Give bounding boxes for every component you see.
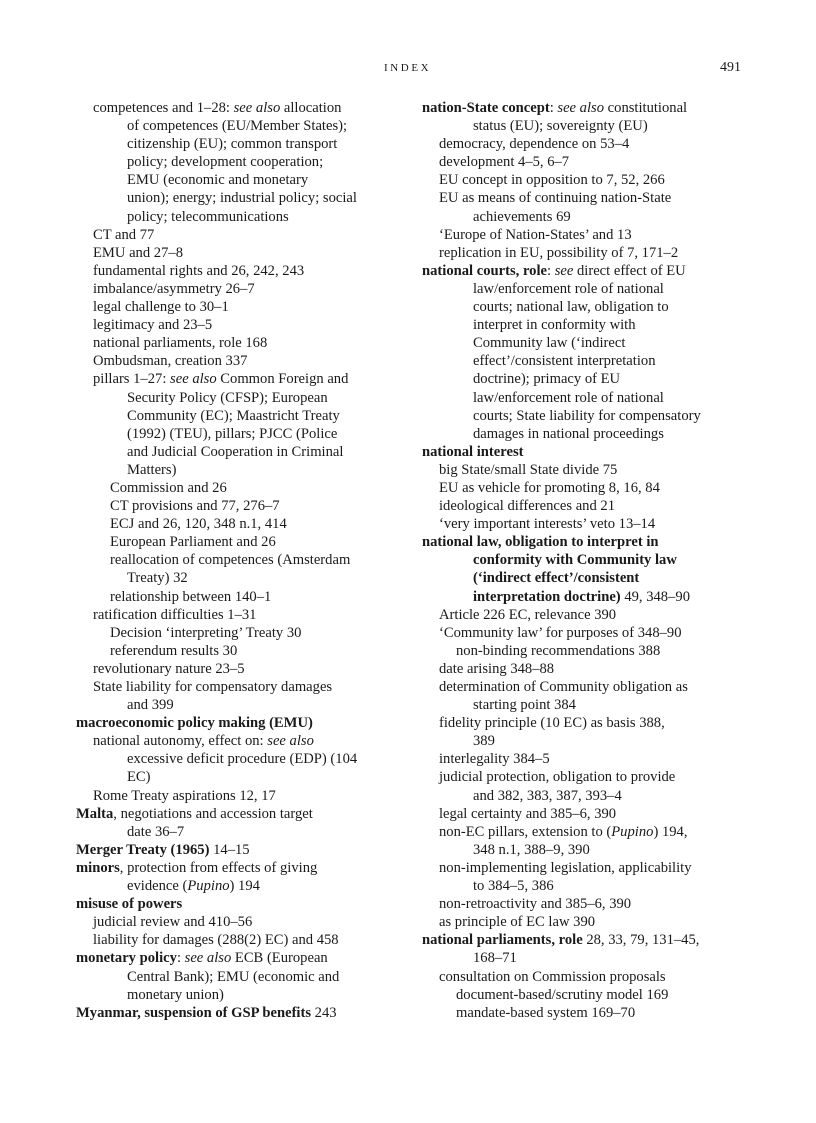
index-text: Article 226 EC, relevance 390 — [439, 606, 617, 623]
index-line — [422, 1004, 752, 1022]
index-text: referendum results 30 — [110, 642, 238, 659]
index-line — [76, 624, 406, 642]
index-text: legal certainty and 385–6, 390 — [439, 805, 617, 822]
index-text: big State/small State divide 75 — [439, 461, 618, 478]
index-text: European Parliament and 26 — [110, 534, 276, 551]
index-line — [76, 262, 406, 280]
index-line — [422, 153, 752, 171]
index-text: EC) — [127, 769, 151, 786]
index-text: Matters) — [127, 461, 177, 478]
index-text: direct effect of EU — [573, 262, 686, 279]
index-text: ideological differences and 21 — [439, 498, 616, 515]
index-line — [76, 515, 406, 533]
index-line — [76, 696, 406, 714]
index-text: mandate-based system 169–70 — [456, 1004, 636, 1021]
index-line — [422, 389, 752, 407]
index-column-right — [422, 99, 752, 1022]
index-line — [76, 298, 406, 316]
index-line — [76, 823, 406, 841]
index-text: non-binding recommendations 388 — [456, 642, 661, 659]
index-line — [422, 805, 752, 823]
index-heading-text: conformity with Community law — [473, 552, 677, 569]
index-text: and Judicial Cooperation in Criminal — [127, 443, 344, 460]
index-line — [76, 606, 406, 624]
index-line — [76, 334, 406, 352]
index-line — [76, 551, 406, 569]
index-line — [76, 841, 406, 859]
index-text: monetary union) — [127, 986, 224, 1003]
index-text: starting point 384 — [473, 697, 576, 714]
index-text: law/enforcement role of national — [473, 389, 664, 406]
index-line — [76, 768, 406, 786]
index-text: citizenship (EU); common transport — [127, 136, 338, 153]
index-text: judicial review and 410–56 — [93, 914, 253, 931]
index-text: Rome Treaty aspirations 12, 17 — [93, 787, 276, 804]
index-text: allocation — [280, 100, 342, 116]
index-text: Central Bank); EMU (economic and — [127, 968, 340, 985]
index-line — [76, 678, 406, 696]
index-line — [76, 389, 406, 407]
index-text: to 384–5, 386 — [473, 878, 554, 895]
index-line — [76, 280, 406, 298]
index-text: revolutionary nature 23–5 — [93, 660, 245, 677]
index-line — [422, 678, 752, 696]
index-line — [76, 805, 406, 823]
index-text: ) 194 — [229, 878, 260, 895]
index-text: pillars 1–27: — [93, 371, 171, 388]
index-text: effect’/consistent interpretation — [473, 353, 656, 370]
index-text: EMU and 27–8 — [93, 244, 183, 261]
index-text: , negotiations and accession target — [113, 805, 313, 822]
index-text: , protection from effects of giving — [119, 859, 318, 876]
index-line — [422, 968, 752, 986]
index-line — [76, 461, 406, 479]
index-line — [76, 352, 406, 370]
index-heading-text: (‘indirect effect’/consistent — [473, 570, 640, 587]
index-line — [422, 497, 752, 515]
index-text: ratification difficulties 1–31 — [93, 606, 257, 623]
index-text: Decision ‘interpreting’ Treaty 30 — [110, 624, 302, 641]
index-line — [422, 280, 752, 298]
index-line — [422, 244, 752, 262]
index-text: damages in national proceedings — [473, 425, 664, 442]
index-text: competences and 1–28: — [93, 100, 234, 116]
index-line — [422, 859, 752, 877]
index-text: : — [549, 100, 558, 116]
index-text: status (EU); sovereignty (EU) — [473, 118, 648, 135]
index-line — [422, 334, 752, 352]
index-text: Ombudsman, creation 337 — [93, 353, 248, 370]
index-italic-text: see also — [184, 950, 232, 967]
index-text: legitimacy and 23–5 — [93, 317, 213, 334]
index-line — [422, 949, 752, 967]
index-line — [76, 986, 406, 1004]
index-text: liability for damages (288(2) EC) and 458 — [93, 932, 339, 949]
index-text: CT and 77 — [93, 226, 155, 243]
index-line — [76, 443, 406, 461]
index-line — [422, 624, 752, 642]
index-text: ‘very important interests’ veto 13–14 — [439, 516, 656, 533]
index-line — [76, 208, 406, 226]
index-line — [422, 551, 752, 569]
index-heading-text: national interest — [422, 443, 524, 460]
index-line — [422, 352, 752, 370]
index-text: evidence ( — [127, 878, 188, 895]
index-text: Commission and 26 — [110, 479, 227, 496]
index-line — [76, 895, 406, 913]
index-text: constitutional — [604, 100, 688, 116]
index-line — [422, 479, 752, 497]
index-text: ECJ and 26, 120, 348 n.1, 414 — [110, 516, 287, 533]
index-text: relationship between 140–1 — [110, 588, 272, 605]
index-text: 14–15 — [209, 841, 250, 858]
index-column-left — [76, 99, 406, 1022]
index-text: union); energy; industrial policy; social — [127, 190, 357, 207]
index-text: date arising 348–88 — [439, 660, 555, 677]
running-header — [0, 62, 816, 82]
index-line — [76, 968, 406, 986]
index-line — [422, 443, 752, 461]
index-line — [422, 642, 752, 660]
index-line — [422, 660, 752, 678]
index-line — [76, 913, 406, 931]
page-number: 491 — [720, 60, 741, 75]
index-line — [422, 461, 752, 479]
index-heading-text: nation-State concept — [422, 100, 550, 116]
index-heading-text: macroeconomic policy making (EMU) — [76, 715, 313, 732]
index-text: and 399 — [127, 697, 174, 714]
index-text: replication in EU, possibility of 7, 171–2 — [439, 244, 679, 261]
index-italic-text: Pupino — [611, 823, 654, 840]
index-heading-text: Myanmar, suspension of GSP benefits — [76, 1004, 312, 1021]
index-line — [76, 189, 406, 207]
index-line — [422, 370, 752, 388]
running-head-title: INDEX — [384, 62, 432, 74]
index-line — [76, 99, 406, 117]
index-line — [76, 642, 406, 660]
index-text: national autonomy, effect on: — [93, 733, 268, 750]
index-line — [422, 787, 752, 805]
index-line — [76, 660, 406, 678]
index-line — [76, 714, 406, 732]
index-text: achievements 69 — [473, 208, 571, 225]
index-text: legal challenge to 30–1 — [93, 299, 229, 316]
index-line — [76, 533, 406, 551]
index-line — [422, 732, 752, 750]
index-line — [422, 588, 752, 606]
index-line — [76, 226, 406, 244]
index-line — [76, 949, 406, 967]
index-line — [76, 135, 406, 153]
index-heading-text: national courts, role — [422, 262, 547, 279]
index-text: 49, 348–90 — [620, 588, 690, 605]
index-text: policy; telecommunications — [127, 208, 289, 225]
index-italic-text: see also — [170, 371, 217, 388]
index-heading-text: minors — [76, 859, 120, 876]
index-line — [422, 117, 752, 135]
index-text: EMU (economic and monetary — [127, 172, 309, 189]
index-text: of competences (EU/Member States); — [127, 118, 348, 135]
index-line — [76, 370, 406, 388]
index-line — [76, 153, 406, 171]
index-text: and 382, 383, 387, 393–4 — [473, 787, 622, 804]
index-line — [76, 497, 406, 515]
index-text: policy; development cooperation; — [127, 154, 324, 171]
index-line — [422, 262, 752, 280]
index-line — [76, 750, 406, 768]
index-text: non-retroactivity and 385–6, 390 — [439, 896, 632, 913]
index-line — [76, 425, 406, 443]
index-line — [422, 841, 752, 859]
index-text: ECB (European — [231, 950, 328, 967]
index-text: excessive deficit procedure (EDP) (104 — [127, 751, 358, 768]
index-text: EU as means of continuing nation-State — [439, 190, 672, 207]
index-line — [422, 99, 752, 117]
index-text: non-EC pillars, extension to ( — [439, 823, 612, 840]
index-line — [422, 895, 752, 913]
index-text: 168–71 — [473, 950, 517, 967]
index-text: (1992) (TEU), pillars; PJCC (Police — [127, 425, 338, 442]
index-line — [76, 244, 406, 262]
index-text: courts; State liability for compensatory — [473, 407, 701, 424]
index-text: Community (EC); Maastricht Treaty — [127, 407, 340, 424]
index-italic-text: Pupino — [187, 878, 230, 895]
index-text: EU concept in opposition to 7, 52, 266 — [439, 172, 665, 189]
index-line — [422, 425, 752, 443]
index-text: Treaty) 32 — [127, 570, 188, 587]
index-line — [76, 316, 406, 334]
index-text: imbalance/asymmetry 26–7 — [93, 280, 255, 297]
index-line — [422, 714, 752, 732]
index-text: non-implementing legislation, applicability — [439, 859, 692, 876]
index-text: date 36–7 — [127, 823, 185, 840]
index-heading-text: monetary policy — [76, 950, 177, 967]
index-line — [76, 732, 406, 750]
index-text: as principle of EC law 390 — [439, 914, 596, 931]
index-text: : — [547, 262, 555, 279]
index-line — [422, 606, 752, 624]
index-heading-text: interpretation doctrine) — [473, 588, 621, 605]
index-italic-text: see — [554, 262, 574, 279]
index-line — [422, 986, 752, 1004]
index-text: Common Foreign and — [216, 371, 349, 388]
index-text: fundamental rights and 26, 242, 243 — [93, 262, 305, 279]
index-text: 243 — [311, 1004, 337, 1021]
index-text: courts; national law, obligation to — [473, 299, 669, 316]
index-text: law/enforcement role of national — [473, 280, 664, 297]
index-line — [422, 750, 752, 768]
index-text: fidelity principle (10 EC) as basis 388, — [439, 715, 665, 732]
index-text: 28, 33, 79, 131–45, — [582, 932, 700, 949]
index-text: Community law (‘indirect — [473, 335, 626, 352]
index-text: 389 — [473, 733, 495, 750]
index-line — [76, 479, 406, 497]
index-italic-text: see also — [233, 100, 281, 116]
index-line — [76, 407, 406, 425]
index-text: democracy, dependence on 53–4 — [439, 136, 630, 153]
index-text: Security Policy (CFSP); European — [127, 389, 328, 406]
index-line — [76, 588, 406, 606]
index-text: ‘Europe of Nation-States’ and 13 — [439, 226, 632, 243]
index-text: EU as vehicle for promoting 8, 16, 84 — [439, 479, 660, 496]
index-line — [422, 189, 752, 207]
index-line — [76, 171, 406, 189]
index-heading-text: national law, obligation to interpret in — [422, 534, 659, 551]
index-line — [422, 696, 752, 714]
index-line — [422, 768, 752, 786]
index-line — [422, 226, 752, 244]
index-line — [422, 171, 752, 189]
index-heading-text: Merger Treaty (1965) — [76, 841, 210, 858]
index-text: State liability for compensatory damages — [93, 679, 333, 695]
index-heading-text: misuse of powers — [76, 896, 183, 913]
index-line — [422, 533, 752, 551]
index-text: national parliaments, role 168 — [93, 335, 268, 352]
index-line — [76, 117, 406, 135]
index-line — [76, 569, 406, 587]
index-line — [422, 316, 752, 334]
index-text: consultation on Commission proposals — [439, 968, 666, 985]
index-text: interlegality 384–5 — [439, 751, 550, 768]
index-text: document-based/scrutiny model 169 — [456, 986, 669, 1003]
index-line — [422, 931, 752, 949]
index-line — [422, 407, 752, 425]
index-line — [76, 877, 406, 895]
index-text: ‘Community law’ for purposes of 348–90 — [439, 624, 682, 641]
index-text: determination of Community obligation as — [439, 679, 688, 695]
index-text: judicial protection, obligation to provide — [439, 769, 676, 786]
index-text: interpret in conformity with — [473, 317, 636, 334]
index-heading-text: national parliaments, role — [422, 932, 583, 949]
index-line — [422, 823, 752, 841]
index-heading-text: Malta — [76, 805, 114, 822]
index-line — [422, 298, 752, 316]
index-line — [76, 859, 406, 877]
index-line — [422, 135, 752, 153]
index-text: ) 194, — [653, 823, 688, 840]
index-text: : — [176, 950, 185, 967]
index-line — [76, 787, 406, 805]
index-text: 348 n.1, 388–9, 390 — [473, 841, 590, 858]
index-line — [422, 877, 752, 895]
index-line — [76, 931, 406, 949]
index-line — [422, 208, 752, 226]
index-text: reallocation of competences (Amsterdam — [110, 552, 351, 569]
index-line — [422, 569, 752, 587]
index-italic-text: see also — [557, 100, 605, 116]
index-text: development 4–5, 6–7 — [439, 154, 570, 171]
index-line — [76, 1004, 406, 1022]
index-text: CT provisions and 77, 276–7 — [110, 498, 280, 515]
index-line — [422, 913, 752, 931]
index-text: doctrine); primacy of EU — [473, 371, 621, 388]
index-italic-text: see also — [267, 733, 314, 750]
index-line — [422, 515, 752, 533]
